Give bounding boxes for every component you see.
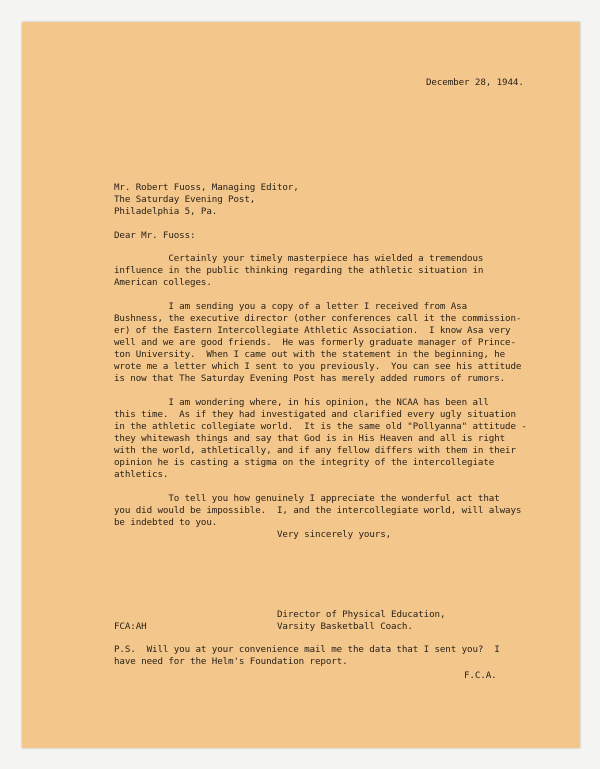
paragraph-3-line: opinion he is casting a stigma on the integrity of the intercollegiate xyxy=(114,457,495,468)
paragraph-2-line: Bushness, the executive director (other conferences call it the commission- xyxy=(114,313,522,324)
paragraph-3-line: in the athletic collegiate world. It is the same old "Pollyanna" attitude - xyxy=(114,421,527,432)
paragraph-2-line: well and we are good friends. He was formerly graduate manager of Prince- xyxy=(114,337,516,348)
paragraph-2-line: ton University. When I came out with the statement in the beginning, he xyxy=(114,349,506,360)
letter-page xyxy=(22,22,580,748)
paragraph-3-line: I am wondering where, in his opinion, the NCAA has been all xyxy=(114,397,489,408)
signature-title-1: Director of Physical Education, xyxy=(277,609,446,620)
paragraph-3-line: this time. As if they had investigated and clarified every ugly situation xyxy=(114,409,516,420)
paragraph-2-line: I am sending you a copy of a letter I received from Asa xyxy=(114,301,468,312)
paragraph-1-line: Certainly your timely masterpiece has wielded a tremendous xyxy=(114,253,484,264)
paragraph-2-line: wrote me a letter which I sent to you previously. You can see his attitude xyxy=(114,361,522,372)
paragraph-4-line: To tell you how genuinely I appreciate the wonderful act that xyxy=(114,493,500,504)
postscript-initials: F.C.A. xyxy=(464,670,497,681)
paragraph-4-line: be indebted to you. xyxy=(114,517,218,528)
postscript-line: P.S. Will you at your convenience mail me the data that I sent you? I xyxy=(114,644,500,655)
recipient-line-1: Mr. Robert Fuoss, Managing Editor, xyxy=(114,182,299,193)
signature-title-2: Varsity Basketball Coach. xyxy=(277,621,413,632)
postscript-line: have need for the Helm's Foundation report. xyxy=(114,656,348,667)
paragraph-2-line: er) of the Eastern Intercollegiate Athletic Association. I know Asa very xyxy=(114,325,511,336)
paragraph-2-line: is now that The Saturday Evening Post has merely added rumors of rumors. xyxy=(114,373,506,384)
typist-initials: FCA:AH xyxy=(114,621,147,632)
letter-date: December 28, 1944. xyxy=(426,77,524,88)
paragraph-3-line: athletics. xyxy=(114,469,169,480)
paragraph-4-line: you did would be impossible. I, and the intercollegiate world, will always xyxy=(114,505,522,516)
paragraph-3-line: they whitewash things and say that God is in His Heaven and all is right xyxy=(114,433,506,444)
paragraph-1-line: American colleges. xyxy=(114,277,212,288)
salutation: Dear Mr. Fuoss: xyxy=(114,230,196,241)
recipient-line-2: The Saturday Evening Post, xyxy=(114,194,256,205)
paragraph-3-line: with the world, athletically, and if any fellow differs with them in their xyxy=(114,445,516,456)
paragraph-1-line: influence in the public thinking regarding the athletic situation in xyxy=(114,265,484,276)
closing: Very sincerely yours, xyxy=(277,529,392,540)
recipient-line-3: Philadelphia 5, Pa. xyxy=(114,206,218,217)
